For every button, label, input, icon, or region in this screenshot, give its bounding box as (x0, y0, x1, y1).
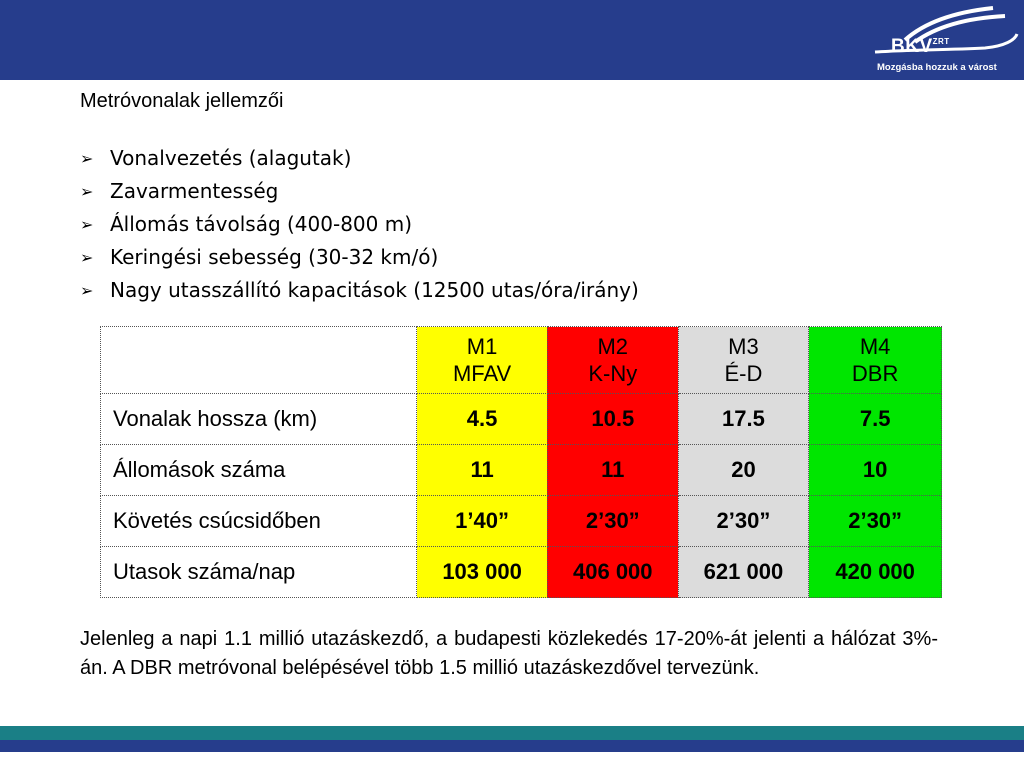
list-item (80, 208, 639, 241)
table-row (101, 445, 942, 496)
arrow-bullet-icon: ➢ (80, 215, 94, 234)
table-cell: 103 000 (417, 547, 548, 598)
table-cell: 2’30” (678, 496, 809, 547)
bkv-logo (865, 4, 1023, 78)
table-cell: 2’30” (547, 496, 678, 547)
column-header-m2: M2 K-Ny (547, 327, 678, 394)
table-cell: 11 (417, 445, 548, 496)
table-row (101, 496, 942, 547)
table-row (101, 547, 942, 598)
list-item (80, 142, 639, 175)
arrow-bullet-icon: ➢ (80, 149, 94, 168)
table-header-row (101, 327, 942, 394)
footer-stripe-teal (0, 726, 1024, 740)
list-item (80, 274, 639, 307)
arrow-bullet-icon: ➢ (80, 281, 94, 300)
header-band (0, 0, 1024, 80)
logo-wordmark: $BKV^{ZRT}$ (891, 36, 950, 57)
empty-corner-cell (101, 327, 417, 394)
list-item (80, 175, 639, 208)
page-title: Metróvonalak jellemzői (80, 90, 284, 112)
row-label: Utasok száma/nap (101, 547, 417, 598)
table-cell: 621 000 (678, 547, 809, 598)
table-cell: 2’30” (809, 496, 942, 547)
table-cell: 20 (678, 445, 809, 496)
table-cell: 10 (809, 445, 942, 496)
table-cell: 10.5 (547, 394, 678, 445)
list-item-text: Zavarmentesség (110, 179, 279, 203)
list-item (80, 241, 639, 274)
column-header-m1: M1 MFAV (417, 327, 548, 394)
table-cell: 1’40” (417, 496, 548, 547)
logo-tagline: Mozgásba hozzuk a várost (877, 62, 997, 73)
table-cell: 420 000 (809, 547, 942, 598)
list-item-text: Állomás távolság (400-800 m) (110, 212, 413, 236)
footer-stripe-navy (0, 740, 1024, 752)
list-item-text: Vonalvezetés (alagutak) (110, 146, 352, 170)
table-row (101, 394, 942, 445)
row-label: Vonalak hossza (km) (101, 394, 417, 445)
row-label: Követés csúcsidőben (101, 496, 417, 547)
row-label: Állomások száma (101, 445, 417, 496)
arrow-bullet-icon: ➢ (80, 182, 94, 201)
list-item-text: Keringési sebesség (30-32 km/ó) (110, 245, 439, 269)
column-header-m4: M4 DBR (809, 327, 942, 394)
table-cell: 11 (547, 445, 678, 496)
table-cell: 4.5 (417, 394, 548, 445)
feature-list (80, 142, 639, 307)
arrow-bullet-icon: ➢ (80, 248, 94, 267)
table-cell: 17.5 (678, 394, 809, 445)
list-item-text: Nagy utasszállító kapacitások (12500 utas/óra/irány) (110, 278, 639, 302)
table-cell: 7.5 (809, 394, 942, 445)
table-cell: 406 000 (547, 547, 678, 598)
summary-paragraph: Jelenleg a napi 1.1 millió utazáskezdő, a budapesti közlekedés 17-20%-át jelenti a hálózat 3%-án. A DBR metróvonal belépésével több 1.5 millió utazáskezdővel tervezünk. (80, 628, 938, 679)
column-header-m3: M3 É-D (678, 327, 809, 394)
metro-lines-table (100, 326, 942, 598)
